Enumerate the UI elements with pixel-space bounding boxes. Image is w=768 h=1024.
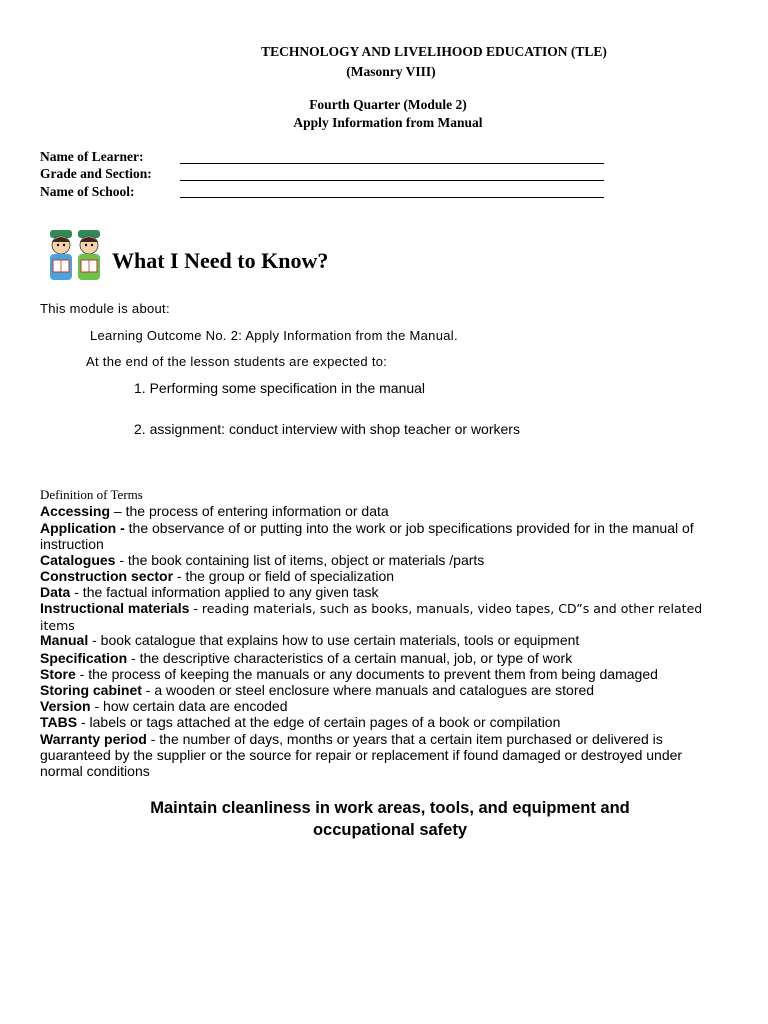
term: Specification bbox=[40, 650, 128, 666]
grade-label: Grade and Section: bbox=[40, 166, 152, 181]
term: Storing cabinet bbox=[40, 682, 142, 698]
definition: - the book containing list of items, object or materials /parts bbox=[115, 552, 485, 568]
definition: - labels or tags attached at the edge of certain pages of a book or compilation bbox=[77, 714, 561, 730]
definition: - a wooden or steel enclosure where manuals and catalogues are stored bbox=[141, 682, 595, 698]
definition-row bbox=[40, 552, 720, 568]
term: Version bbox=[40, 698, 91, 714]
term: Store bbox=[40, 666, 76, 682]
definition: - the number of days, months or years that a certain item purchased or delivered is guaranteed by the supplier or the source for repair or replacement if found damaged or destroyed under normal conditions bbox=[40, 731, 683, 779]
learner-line[interactable] bbox=[180, 163, 604, 164]
definition-row bbox=[40, 731, 700, 779]
quarter-label: Fourth Quarter (Module 2) bbox=[309, 97, 467, 112]
term: Accessing bbox=[40, 503, 111, 519]
term: Catalogues bbox=[40, 552, 116, 568]
definition-row bbox=[40, 714, 720, 730]
definition: - the process of keeping the manuals or any documents to prevent them from being damaged bbox=[75, 666, 658, 682]
module-title: Apply Information from Manual bbox=[293, 115, 483, 130]
term: TABS bbox=[40, 714, 78, 730]
term: Construction sector bbox=[40, 568, 174, 584]
definition: - the factual information applied to any given task bbox=[70, 584, 379, 600]
term: Data bbox=[40, 584, 71, 600]
definition: – the process of entering information or data bbox=[110, 503, 389, 519]
definition-row bbox=[40, 632, 720, 648]
section-heading: What I Need to Know? bbox=[112, 248, 329, 273]
definition: - reading materials, such as books, manuals, video tapes, CD”s and other related items bbox=[40, 601, 703, 633]
definitions-title: Definition of Terms bbox=[40, 487, 143, 502]
term: Application - bbox=[40, 520, 125, 536]
term: Warranty period bbox=[40, 731, 147, 747]
module-intro: This module is about: bbox=[40, 301, 170, 316]
document-title: TECHNOLOGY AND LIVELIHOOD EDUCATION (TLE) bbox=[261, 44, 607, 59]
definition: - the group or field of specialization bbox=[173, 568, 395, 584]
school-line[interactable] bbox=[180, 197, 604, 198]
definition-row bbox=[40, 584, 720, 600]
definition-row bbox=[40, 682, 720, 698]
definition: - book catalogue that explains how to use certain materials, tools or equipment bbox=[88, 632, 580, 648]
definition-row bbox=[40, 503, 720, 519]
learner-label: Name of Learner: bbox=[40, 149, 144, 164]
document-subtitle: (Masonry VIII) bbox=[346, 64, 436, 79]
definition-row bbox=[40, 600, 720, 634]
term: Instructional materials bbox=[40, 600, 190, 616]
school-label: Name of School: bbox=[40, 184, 135, 199]
students-reading-icon bbox=[44, 228, 106, 284]
grade-line[interactable] bbox=[180, 180, 604, 181]
expected-text: At the end of the lesson students are expected to: bbox=[86, 354, 388, 369]
definition-row bbox=[40, 666, 720, 682]
list-item: 1. Performing some specification in the manual bbox=[134, 380, 426, 396]
definition: the observance of or putting into the work or job specifications provided for in the manual of instruction bbox=[40, 520, 694, 552]
definition: - how certain data are encoded bbox=[90, 698, 288, 714]
definition: - the descriptive characteristics of a certain manual, job, or type of work bbox=[127, 650, 573, 666]
term: Manual bbox=[40, 632, 89, 648]
learning-outcome: Learning Outcome No. 2: Apply Information from the Manual. bbox=[90, 328, 458, 343]
definition-row bbox=[40, 698, 720, 714]
definition-row bbox=[40, 650, 720, 666]
definition-row bbox=[40, 568, 720, 584]
definition-row bbox=[40, 520, 720, 552]
list-item: 2. assignment: conduct interview with shop teacher or workers bbox=[134, 421, 520, 437]
closing-statement: Maintain cleanliness in work areas, tools, and equipment and occupational safety bbox=[150, 799, 630, 839]
